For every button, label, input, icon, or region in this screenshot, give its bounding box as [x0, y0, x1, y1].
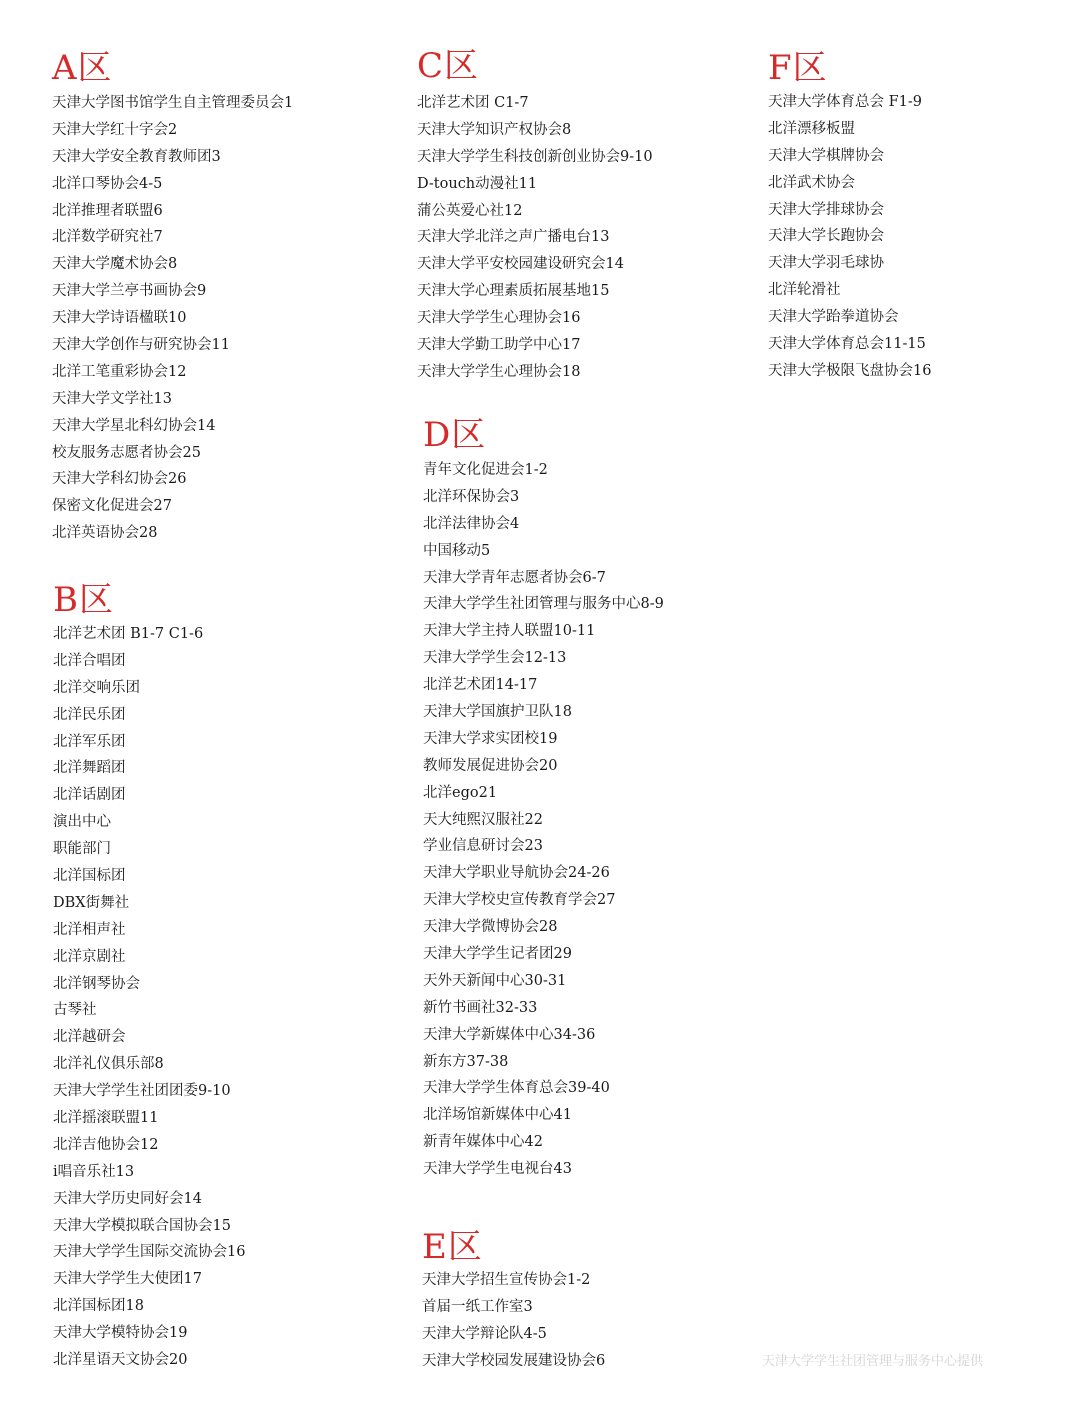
list-item: 天津大学模特协会19 — [53, 1325, 188, 1342]
section-title: C区 — [417, 46, 480, 86]
section-title: D区 — [423, 415, 487, 455]
list-item: 天津大学职业导航协会24-26 — [423, 865, 610, 882]
list-item: 天津大学诗语楹联10 — [52, 310, 187, 327]
section-title: F区 — [768, 48, 828, 88]
list-item: 天津大学校园发展建设协会6 — [422, 1352, 606, 1369]
section-a — [52, 48, 293, 547]
list-item: 天津大学棋牌协会 — [768, 147, 884, 164]
list-item: 天津大学图书馆学生自主管理委员会1 — [52, 95, 294, 111]
list-item: 天津大学极限飞盘协会16 — [768, 362, 932, 379]
item-list — [52, 90, 293, 547]
list-item: 北洋星语天文协会20 — [53, 1352, 188, 1369]
list-item: 天津大学青年志愿者协会6-7 — [423, 569, 606, 586]
list-item: 保密文化促进会27 — [52, 498, 172, 515]
section-f — [768, 48, 931, 385]
list-item: 北洋环保协会3 — [423, 488, 520, 505]
list-item: 天津大学学生心理协会18 — [417, 363, 581, 380]
list-item: 中国移动5 — [423, 542, 491, 559]
list-item: 天津大学校史宣传教育学会27 — [423, 892, 616, 909]
list-item: 首届一纸工作室3 — [422, 1298, 533, 1315]
list-item: 蒲公英爱心社12 — [417, 202, 523, 219]
list-item: 北洋舞蹈团 — [53, 760, 126, 777]
section-e — [422, 1227, 605, 1375]
list-item: 天津大学学生心理协会16 — [417, 310, 581, 327]
list-item: 新东方37-38 — [423, 1053, 509, 1070]
list-item: i唱音乐社13 — [53, 1163, 135, 1180]
list-item: 北洋轮滑社 — [768, 282, 841, 299]
item-list — [423, 457, 664, 1183]
list-item: 天津大学体育总会 F1-9 — [768, 94, 923, 110]
list-item: 学业信息研讨会23 — [423, 838, 543, 855]
list-item: 天津大学模拟联合国协会15 — [53, 1217, 231, 1234]
list-item: 天津大学文学社13 — [52, 390, 172, 407]
list-item: 职能部门 — [53, 841, 111, 858]
footer-credit: 天津大学学生社团管理与服务中心提供 — [762, 1354, 984, 1369]
list-item: 天津大学招生宣传协会1-2 — [422, 1272, 591, 1288]
list-item: 古琴社 — [53, 1002, 97, 1019]
list-item: 天大纯熙汉服社22 — [423, 811, 543, 828]
list-item: 北洋工笔重彩协会12 — [52, 363, 187, 380]
list-item: 北洋话剧团 — [53, 787, 126, 804]
list-item: 北洋艺术团 B1-7 C1-6 — [53, 626, 204, 642]
list-item: 天津大学辩论队4-5 — [422, 1325, 547, 1342]
list-item: 天津大学学生国际交流协会16 — [53, 1244, 246, 1261]
list-item: 天津大学学生大使团17 — [53, 1271, 202, 1288]
section-title: E区 — [422, 1227, 483, 1267]
list-item: 北洋国标团18 — [53, 1298, 144, 1315]
list-item: 天津大学排球协会 — [768, 201, 884, 218]
list-item: 北洋ego21 — [423, 784, 498, 801]
list-item: 天津大学历史同好会14 — [53, 1190, 202, 1207]
list-item: 天津大学学生科技创新创业协会9-10 — [417, 148, 653, 165]
list-item: 天津大学微博协会28 — [423, 919, 558, 936]
list-item: 天津大学学生电视台43 — [423, 1161, 572, 1178]
list-item: 北洋漂移板盟 — [768, 120, 855, 137]
list-item: 演出中心 — [53, 814, 111, 831]
list-item: 北洋合唱团 — [53, 652, 126, 669]
list-item: 天津大学跆拳道协会 — [768, 309, 899, 326]
section-b — [53, 580, 245, 1374]
list-item: 天津大学新媒体中心34-36 — [423, 1026, 596, 1043]
list-item: 天津大学学生体育总会39-40 — [423, 1080, 610, 1097]
list-item: 天津大学平安校园建设研究会14 — [417, 256, 624, 273]
list-item: 北洋越研会 — [53, 1029, 126, 1046]
list-item: 天津大学心理素质拓展基地15 — [417, 283, 610, 300]
list-item: 天津大学北洋之声广播电台13 — [417, 229, 610, 246]
list-item: 天津大学勤工助学中心17 — [417, 337, 581, 354]
list-item: 天津大学学生社团团委9-10 — [53, 1083, 231, 1100]
list-item: 北洋口琴协会4-5 — [52, 175, 163, 192]
list-item: 北洋礼仪俱乐部8 — [53, 1056, 164, 1073]
list-item: 天津大学学生社团管理与服务中心8-9 — [423, 596, 664, 613]
list-item: 校友服务志愿者协会25 — [52, 444, 201, 461]
list-item: 天津大学红十字会2 — [52, 121, 178, 138]
list-item: 天外天新闻中心30-31 — [423, 972, 567, 989]
item-list — [768, 89, 931, 385]
list-item: 天津大学学生会12-13 — [423, 650, 567, 667]
list-item: 天津大学主持人联盟10-11 — [423, 623, 596, 640]
item-list — [417, 90, 653, 386]
list-item: 北洋国标团 — [53, 868, 126, 885]
list-item: 北洋英语协会28 — [52, 525, 158, 542]
list-item: D-touch动漫社11 — [417, 175, 538, 192]
list-item: 北洋艺术团 C1-7 — [417, 95, 529, 111]
list-item: 北洋艺术团14-17 — [423, 677, 538, 694]
list-item: 新竹书画社32-33 — [423, 999, 538, 1016]
list-item: 北洋交响乐团 — [53, 679, 140, 696]
list-item: 北洋场馆新媒体中心41 — [423, 1107, 572, 1124]
list-item: 天津大学创作与研究协会11 — [52, 337, 230, 354]
list-item: 天津大学长跑协会 — [768, 228, 884, 245]
list-item: 天津大学安全教育教师团3 — [52, 148, 221, 165]
list-item: 天津大学魔术协会8 — [52, 256, 178, 273]
list-item: 天津大学星北科幻协会14 — [52, 417, 216, 434]
list-item: 北洋民乐团 — [53, 706, 126, 723]
list-item: DBX街舞社 — [53, 894, 130, 911]
list-item: 天津大学羽毛球协 — [768, 255, 884, 272]
list-item: 北洋数学研究社7 — [52, 229, 163, 246]
list-item: 北洋吉他协会12 — [53, 1136, 159, 1153]
list-item: 天津大学知识产权协会8 — [417, 121, 572, 138]
list-item: 北洋摇滚联盟11 — [53, 1110, 159, 1127]
list-item: 北洋京剧社 — [53, 948, 126, 965]
list-item: 北洋军乐团 — [53, 733, 126, 750]
list-item: 天津大学兰亭书画协会9 — [52, 283, 207, 300]
list-item: 新青年媒体中心42 — [423, 1134, 543, 1151]
list-item: 青年文化促进会1-2 — [423, 462, 548, 478]
section-title: A区 — [52, 48, 113, 88]
list-item: 天津大学求实团校19 — [423, 730, 558, 747]
list-item: 北洋法律协会4 — [423, 515, 520, 532]
list-item: 北洋推理者联盟6 — [52, 202, 163, 219]
list-item: 天津大学体育总会11-15 — [768, 336, 926, 353]
list-item: 北洋钢琴协会 — [53, 975, 140, 992]
item-list — [422, 1267, 605, 1375]
list-item: 北洋武术协会 — [768, 174, 855, 191]
item-list — [53, 621, 245, 1374]
list-item: 天津大学国旗护卫队18 — [423, 704, 572, 721]
list-item: 教师发展促进协会20 — [423, 757, 558, 774]
list-item: 天津大学科幻协会26 — [52, 471, 187, 488]
section-c — [417, 46, 653, 386]
section-title: B区 — [53, 580, 114, 620]
list-item: 北洋相声社 — [53, 921, 126, 938]
section-d — [423, 415, 664, 1183]
list-item: 天津大学学生记者团29 — [423, 946, 572, 963]
